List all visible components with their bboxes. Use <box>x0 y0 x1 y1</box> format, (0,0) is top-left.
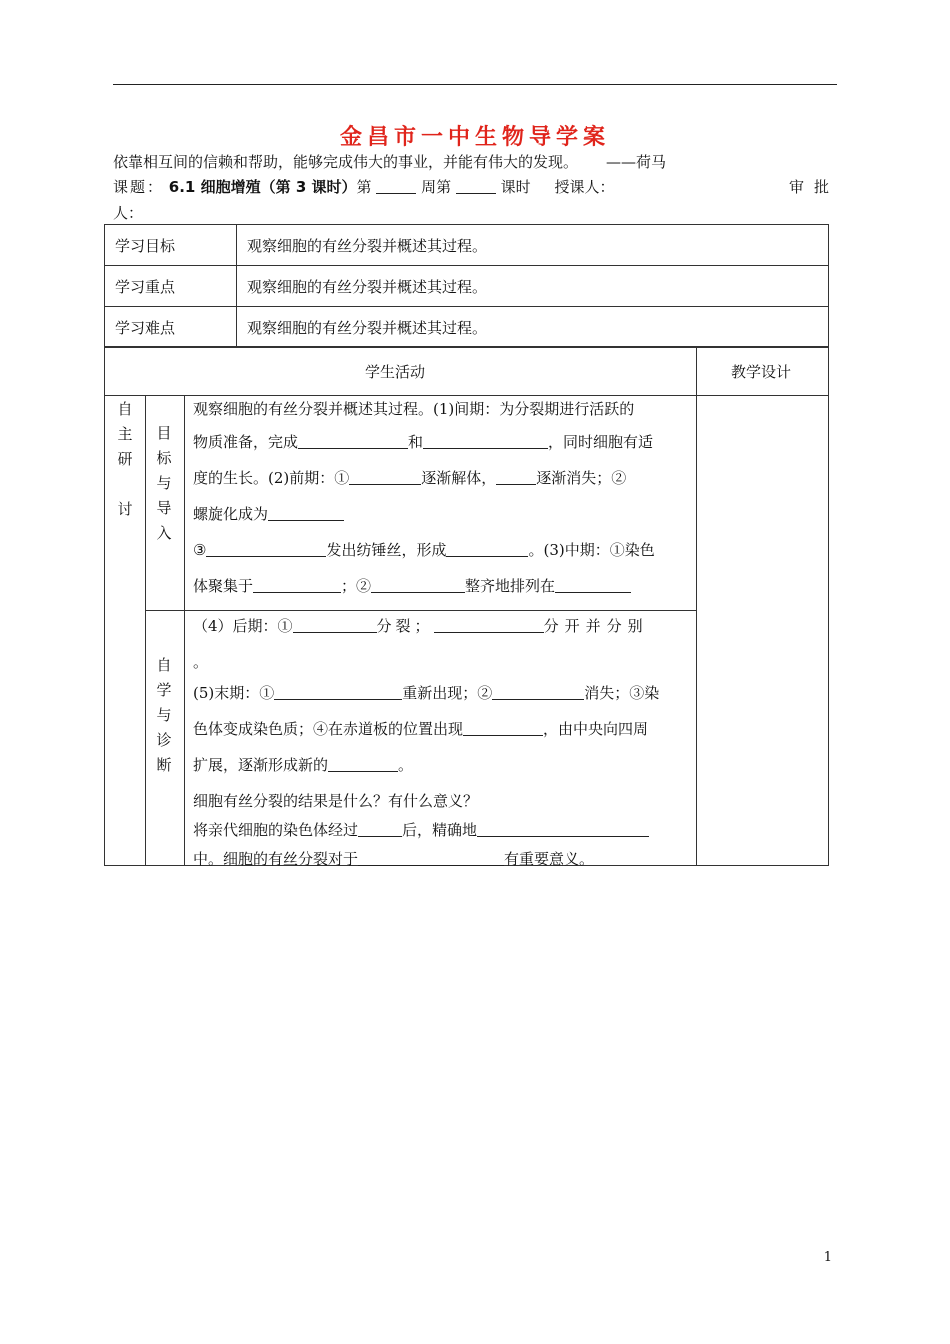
text-line: 扩展，逐渐形成新的 。 <box>193 756 414 774</box>
text-line: 螺旋化成为 <box>193 499 693 535</box>
text-line: 物质准备，完成 和 ，同时细胞有适 <box>193 433 654 451</box>
fill-blank[interactable] <box>274 684 402 700</box>
text-line: 体聚集于 ；② 整齐地排列在 <box>193 571 693 607</box>
goal-key: 学习目标 <box>105 225 237 266</box>
approver-label: 审批 <box>788 178 839 196</box>
course-line <box>113 176 839 197</box>
goal-key: 学习重点 <box>105 266 237 307</box>
page-number: 1 <box>823 1250 832 1265</box>
fill-blank[interactable] <box>268 505 344 521</box>
column-divider <box>184 395 185 865</box>
section-label-self: 自 学 与 诊 断 <box>156 656 172 774</box>
course-label: 课题： <box>113 178 165 196</box>
fill-blank[interactable] <box>423 433 548 449</box>
fill-blank[interactable] <box>253 577 341 593</box>
fill-blank[interactable] <box>328 756 398 772</box>
fill-blank[interactable] <box>434 617 544 633</box>
intro-content <box>193 392 693 607</box>
period-blank[interactable] <box>456 179 496 194</box>
fill-blank[interactable] <box>463 720 543 736</box>
goal-value: 观察细胞的有丝分裂并概述其过程。 <box>237 307 829 348</box>
column-divider <box>145 395 146 865</box>
week-suffix: 周第 <box>421 178 452 196</box>
fill-blank[interactable] <box>358 850 504 866</box>
text-line: (5)末期：① 重新出现；② 消失；③染 <box>193 684 660 702</box>
self-study-content <box>193 610 693 873</box>
column-divider <box>696 347 697 865</box>
fill-blank[interactable] <box>555 577 631 593</box>
period-suffix: 课时 <box>500 178 531 196</box>
fill-blank[interactable] <box>496 469 536 485</box>
text-line: 观察细胞的有丝分裂并概述其过程。(1)间期：为分裂期进行活跃的 <box>193 400 635 418</box>
header-teaching-design: 教学设计 <box>731 363 792 381</box>
table-row <box>105 266 829 307</box>
fill-blank[interactable] <box>206 541 326 557</box>
week-prefix: 第 <box>356 178 372 196</box>
text-line: 色体变成染色质；④在赤道板的位置出现 ，由中央向四周 <box>193 720 649 738</box>
section-label-intro: 目 标 与 导 入 <box>156 424 172 542</box>
quote-author: ——荷马 <box>606 153 667 171</box>
section-label-main: 自 主 研 讨 <box>117 400 133 518</box>
teacher-label: 授课人： <box>554 178 615 196</box>
text-line: 度的生长。(2)前期：① 逐渐解体， 逐渐消失；② <box>193 469 627 487</box>
quote-text: 依靠相互间的信赖和帮助，能够完成伟大的事业，并能有伟大的发现。 <box>113 153 579 171</box>
fill-blank[interactable] <box>293 617 377 633</box>
goal-key: 学习难点 <box>105 307 237 348</box>
header-student-activity: 学生活动 <box>365 363 426 381</box>
goal-value: 观察细胞的有丝分裂并概述其过程。 <box>237 266 829 307</box>
goal-value: 观察细胞的有丝分裂并概述其过程。 <box>237 225 829 266</box>
course-topic: 6.1 细胞增殖（第 3 课时） <box>168 178 357 196</box>
text-line: 细胞有丝分裂的结果是什么？有什么意义？ <box>193 792 479 810</box>
text-line: （4）后期：① 分裂； 分开并分别 <box>193 617 649 635</box>
fill-blank[interactable] <box>446 541 528 557</box>
quote-line <box>113 151 666 172</box>
fill-blank[interactable] <box>358 821 402 837</box>
goals-table <box>104 224 829 348</box>
text-line: 中。细胞的有丝分裂对于 有重要意义。 <box>193 850 595 868</box>
text-line: 将亲代细胞的染色体经过 后，精确地 <box>193 815 693 844</box>
fill-blank[interactable] <box>371 577 465 593</box>
text-line: 。 <box>193 653 209 671</box>
approver-label-cont: 人： <box>113 204 144 222</box>
table-row <box>105 307 829 348</box>
top-rule <box>113 84 837 85</box>
week-blank[interactable] <box>376 179 416 194</box>
fill-blank[interactable] <box>298 433 408 449</box>
text-line: ③ 发出纺锤丝，形成 。(3)中期：①染色 <box>193 541 655 559</box>
document-title: 金昌市一中生物导学案 <box>339 125 610 150</box>
fill-blank[interactable] <box>477 821 649 837</box>
table-row <box>105 225 829 266</box>
fill-blank[interactable] <box>349 469 421 485</box>
fill-blank[interactable] <box>492 684 584 700</box>
activity-table <box>104 346 829 866</box>
